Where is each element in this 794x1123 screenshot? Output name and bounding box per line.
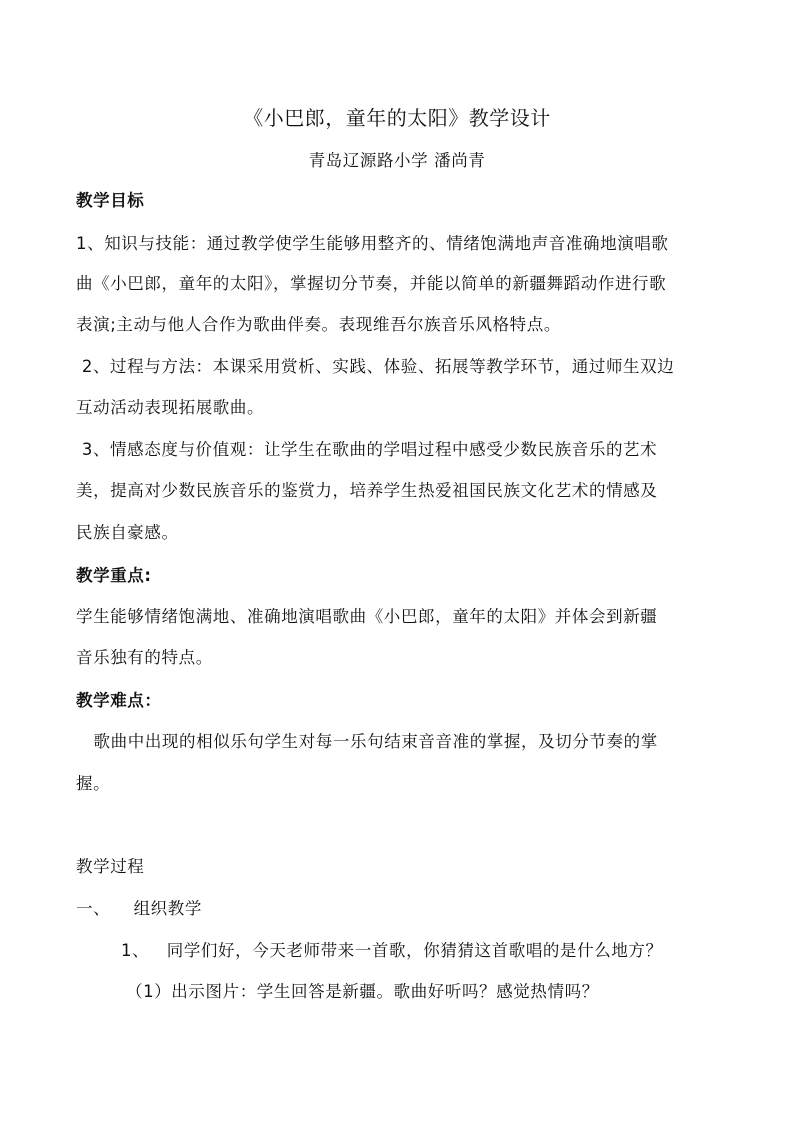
objective-1-line-1: 1、知识与技能：通过教学使学生能够用整齐的、情绪饱满地声音准确地演唱歌 (76, 234, 669, 253)
key-points-heading: 教学重点: (76, 566, 152, 585)
process-step-1-sub-1: （1）出示图片：学生回答是新疆。歌曲好听吗？感觉热情吗？ (126, 982, 599, 1001)
objective-1-line-2: 曲《小巴郎，童年的太阳》，掌握切分节奏，并能以简单的新疆舞蹈动作进行歌 (76, 274, 667, 293)
objective-1-line-3: 表演;主动与他人合作为歌曲伴奏。表现维吾尔族音乐风格特点。 (76, 315, 561, 334)
objectives-heading: 教学目标 (76, 191, 145, 210)
difficulties-line-2: 握。 (76, 774, 111, 793)
objective-2-line-1: 2、过程与方法：本课采用赏析、实践、体验、拓展等教学环节，通过师生双边 (76, 357, 675, 376)
document-title: 《小巴郎，童年的太阳》教学设计 (243, 106, 551, 130)
key-points-line-2: 音乐独有的特点。 (76, 648, 213, 667)
key-points-line-1: 学生能够情绪饱满地、准确地演唱歌曲《小巴郎，童年的太阳》并体会到新疆 (76, 607, 658, 626)
difficulties-heading: 教学难点： (76, 691, 162, 710)
objective-3-line-3: 民族自豪感。 (76, 523, 179, 542)
objective-3-line-1: 3、情感态度与价值观：让学生在歌曲的学唱过程中感受少数民族音乐的艺术 (76, 440, 658, 459)
process-step-1: 1、 同学们好，今天老师带来一首歌，你猜猜这首歌唱的是什么地方？ (121, 941, 663, 960)
process-heading: 教学过程 (76, 857, 145, 876)
process-section-1: 一、 组织教学 (76, 899, 202, 918)
objective-2-line-2: 互动活动表现拓展歌曲。 (76, 398, 265, 417)
difficulties-line-1: 歌曲中出现的相似乐句学生对每一乐句结束音音准的掌握，及切分节奏的掌 (76, 732, 658, 751)
objective-3-line-2: 美，提高对少数民族音乐的鉴赏力，培养学生热爱祖国民族文化艺术的情感及 (76, 481, 658, 500)
author-line: 青岛辽源路小学 潘尚青 (308, 151, 486, 170)
